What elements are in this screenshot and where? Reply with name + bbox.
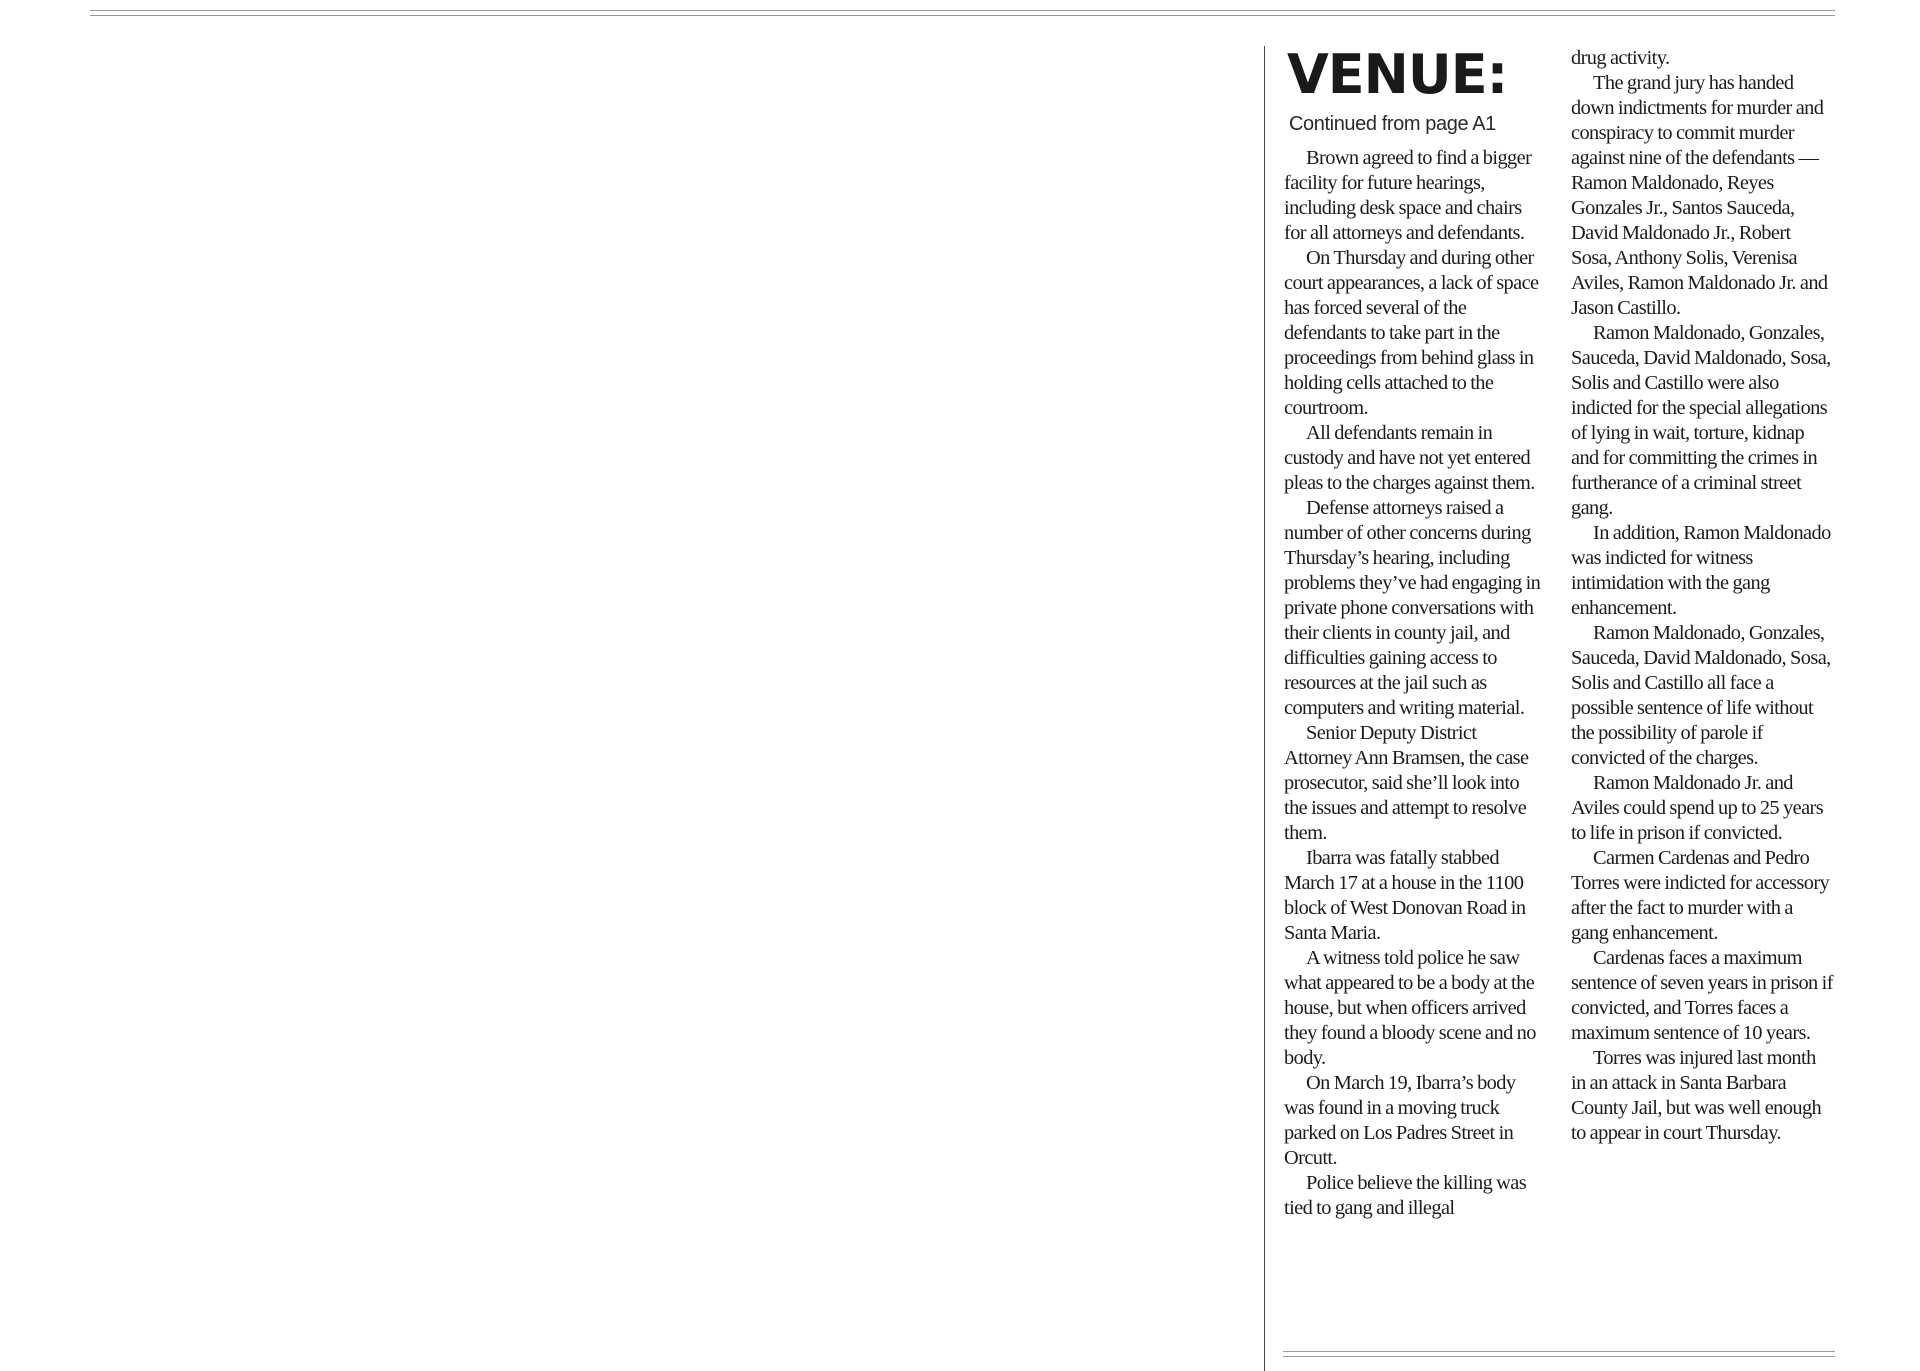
- paragraph: Torres was injured last month in an attack in Santa Barbara County Jail, but was well enough to appear in court Thursday.: [1571, 1047, 1822, 1144]
- paragraph: Ramon Maldonado Jr. and Aviles could spend up to 25 years to life in prison if convicted.: [1571, 772, 1824, 844]
- paragraph: All defendants remain in custody and have not yet entered pleas to the charges against them.: [1284, 422, 1535, 494]
- paragraph: Brown agreed to find a bigger facility for future hearings, including desk space and chairs for all attorneys and defendants.: [1284, 147, 1532, 244]
- paragraph: Carmen Cardenas and Pedro Torres were indicted for accessory after the fact to murder with a gang enhancement.: [1571, 847, 1830, 944]
- article-column-2: [1571, 46, 1833, 1146]
- top-rule: [90, 10, 1835, 16]
- paragraph: A witness told police he saw what appeared to be a body at the house, but when officers arrived they found a bloody scene and no body.: [1284, 947, 1536, 1069]
- paragraph: Defense attorneys raised a number of other concerns during Thursday’s hearing, including problems they’ve had engaging in private phone conversations with their clients in county jail, and difficulties gaining access to resources at the jail such as computers and writing material.: [1284, 497, 1541, 719]
- paragraph: The grand jury has handed down indictments for murder and conspiracy to commit murder against nine of the defendants — Ramon Maldonado, Reyes Gonzales Jr., Santos Sauceda, David Maldonado Jr., Robert Sosa, Anthony Solis, Verenisa Aviles, Ramon Maldonado Jr. and Jason Castillo.: [1571, 72, 1828, 319]
- paragraph: Cardenas faces a maximum sentence of seven years in prison if convicted, and Torres faces a maximum sentence of 10 years.: [1571, 947, 1833, 1044]
- paragraph: On Thursday and during other court appearances, a lack of space has forced several of the defendants to take part in the proceedings from behind glass in holding cells attached to the courtroom.: [1284, 247, 1539, 419]
- headline: VENUE:: [1287, 43, 1508, 106]
- paragraph: Ibarra was fatally stabbed March 17 at a house in the 1100 block of West Donovan Road in Santa Maria.: [1284, 847, 1526, 944]
- paragraph: On March 19, Ibarra’s body was found in a moving truck parked on Los Padres Street in Orcutt.: [1284, 1072, 1516, 1169]
- continued-from-line: Continued from page A1: [1289, 113, 1496, 135]
- paragraph-continuation: drug activity.: [1571, 47, 1670, 69]
- column-divider: [1264, 46, 1265, 1371]
- paragraph: Ramon Maldonado, Gonzales, Sauceda, David Maldonado, Sosa, Solis and Castillo all face a possible sentence of life without the possibility of parole if convicted of the charges.: [1571, 622, 1831, 769]
- paragraph: Senior Deputy District Attorney Ann Bramsen, the case prosecutor, said she’ll look into the issues and attempt to resolve them.: [1284, 722, 1529, 844]
- bottom-rule: [1283, 1351, 1835, 1357]
- blank-page-area: [0, 20, 1260, 1371]
- article-column-1: [1284, 146, 1546, 1221]
- paragraph: Police believe the killing was tied to gang and illegal: [1284, 1172, 1527, 1219]
- paragraph: In addition, Ramon Maldonado was indicted for witness intimidation with the gang enhancement.: [1571, 522, 1831, 619]
- paragraph: Ramon Maldonado, Gonzales, Sauceda, David Maldonado, Sosa, Solis and Castillo were also indicted for the special allegations of lying in wait, torture, kidnap and for committing the crimes in furtherance of a criminal street gang.: [1571, 322, 1831, 519]
